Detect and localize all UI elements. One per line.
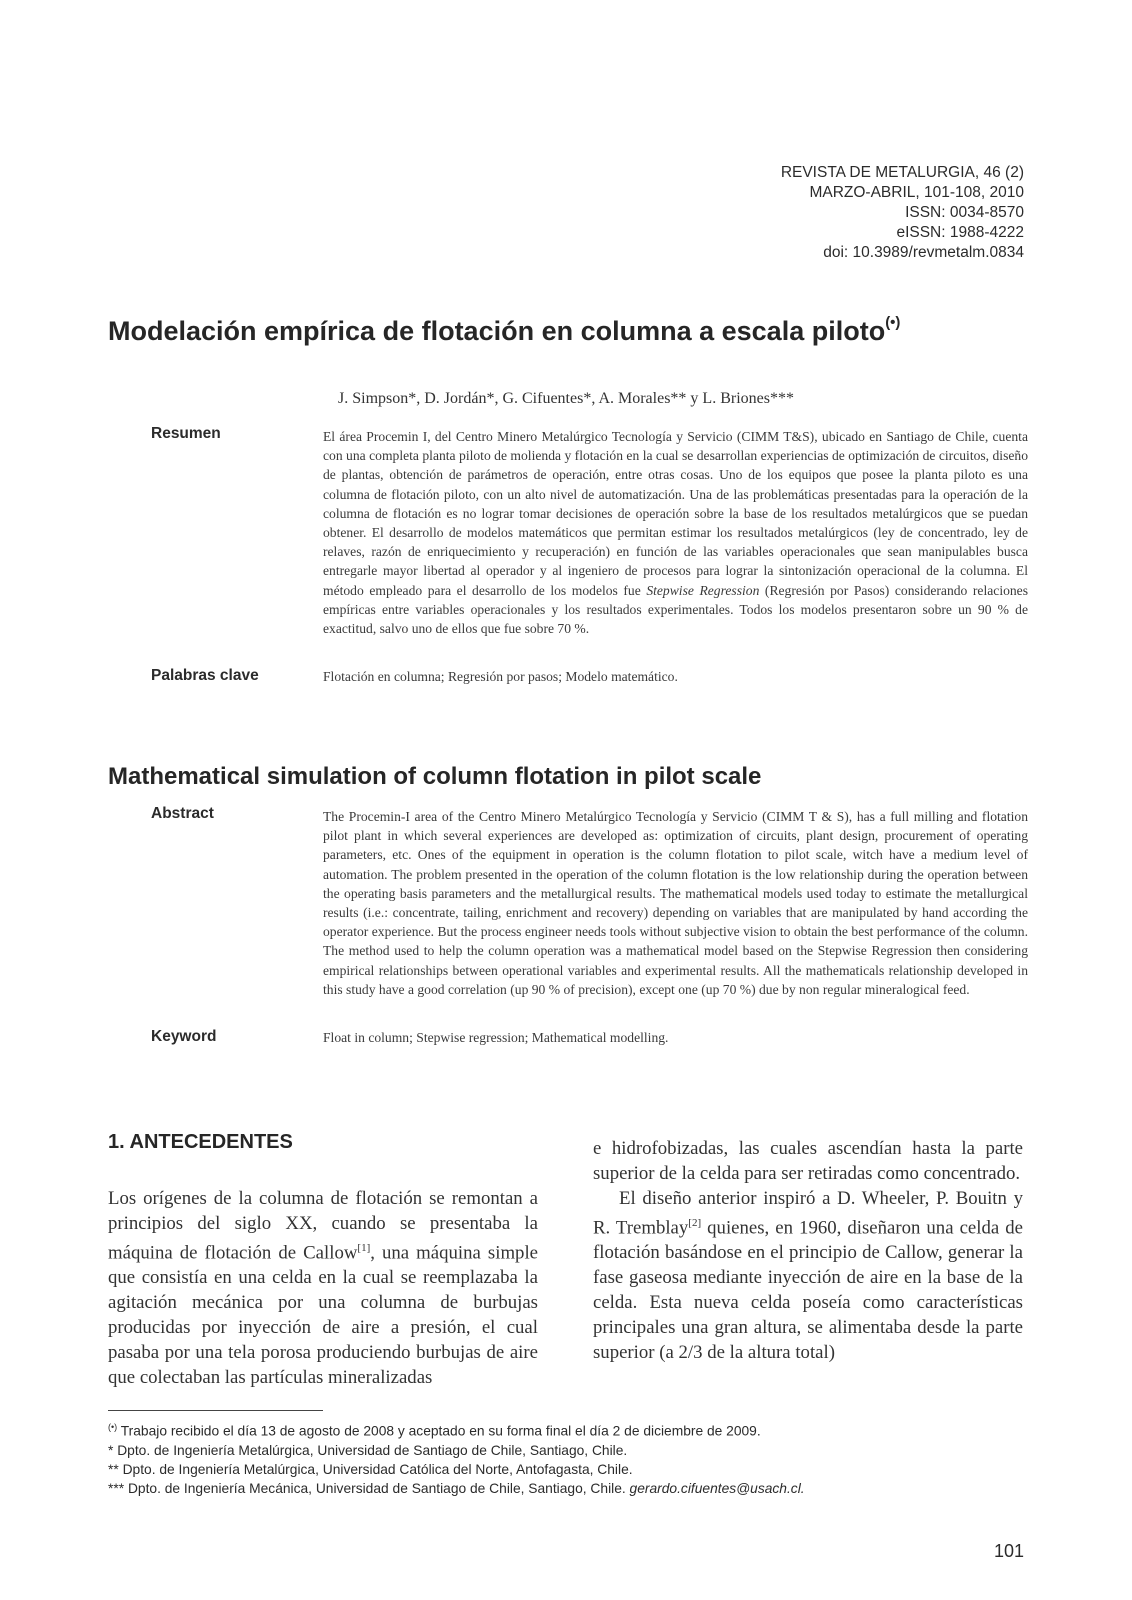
resumen-text bbox=[323, 427, 1028, 638]
footnote-divider bbox=[108, 1410, 323, 1411]
palabras-clave-label: Palabras clave bbox=[151, 667, 259, 684]
citation-ref: [2] bbox=[688, 1217, 702, 1229]
body-column-right bbox=[593, 1136, 1023, 1365]
section-heading: 1. ANTECEDENTES bbox=[108, 1131, 293, 1153]
footnote-received bbox=[108, 1418, 1038, 1441]
title-footnote-mark: (•) bbox=[885, 314, 901, 331]
body-paragraph bbox=[108, 1186, 538, 1390]
abstract-label: Abstract bbox=[151, 805, 214, 822]
body-text: , una máquina simple que consistía en una celda en la cual se reemplazaba la agitación mecánica por una columna de burbujas producidas por inyección de aire a presión, el cual pasaba por una tela porosa produciendo burbujas de aire que colectaban las partículas mineralizadas bbox=[108, 1242, 538, 1389]
body-text: quienes, en 1960, diseñaron una celda de flotación basándose en el principio de Callow, generar la fase gaseosa mediante inyección de aire en la base de la celda. Esta nueva celda poseía como características principales una gran altura, se alimentaba desde la parte superior (a 2/3 de la altura total) bbox=[593, 1217, 1023, 1364]
body-column-left bbox=[108, 1186, 538, 1390]
body-text: El diseño anterior inspiró a D. Wheeler, P. Bouitn y R. Tremblay bbox=[593, 1188, 1023, 1239]
citation-ref: [1] bbox=[357, 1242, 371, 1254]
footnote-text: *** Dpto. de Ingeniería Mecánica, Universidad de Santiago de Chile, Santiago, Chile. bbox=[108, 1481, 630, 1497]
journal-issn: ISSN: 0034-8570 bbox=[905, 204, 1024, 221]
journal-eissn: eISSN: 1988-4222 bbox=[896, 224, 1024, 241]
resumen-label: Resumen bbox=[151, 425, 221, 442]
footnote-affiliation-2: ** Dpto. de Ingeniería Metalúrgica, Universidad Católica del Norte, Antofagasta, Chile. bbox=[108, 1462, 633, 1477]
journal-name: REVISTA DE METALURGIA, 46 (2) bbox=[780, 164, 1024, 181]
footnote-affiliation-1: * Dpto. de Ingeniería Metalúrgica, Universidad de Santiago de Chile, Santiago, Chile. bbox=[108, 1442, 628, 1458]
keyword-text: Float in column; Stepwise regression; Mathematical modelling. bbox=[323, 1030, 669, 1045]
body-paragraph: e hidrofobizadas, las cuales ascendían hasta la parte superior de la celda para ser retiradas como concentrado. bbox=[593, 1138, 1023, 1184]
resumen-text-italic: Stepwise Regression bbox=[646, 582, 760, 598]
footnote-affiliation-3 bbox=[108, 1479, 1038, 1498]
resumen-text-b: (Regresión por Pasos) considerando relaciones empíricas entre variables operacionales y los resultados experimentales. Todos los modelos presentaron sobre un 90 % de exactitud, salvo uno de ellos que fue sobre 70 %. bbox=[323, 582, 1029, 637]
resumen-text-a: El área Procemin I, del Centro Minero Metalúrgico Tecnología y Servicio (CIMM T&S), ubicado en Santiago de Chile, cuenta con una completa planta piloto de molienda y flotación en la cual se desarrollan experiencias de optimización de circuitos, diseño de plantas, obtención de parámetros de operación, entre otras cosas. Uno de los equipos que posee la planta piloto es una columna de flotación piloto, con un alto nivel de automatización. Una de las problemáticas presentadas para la operación de la columna de flotación es no lograr tomar decisiones de operación sobre la base de los resultados metalúrgicos que se puedan obtener. El desarrollo de modelos matemáticos que permitan estimar los resultados metalúrgicos (ley de concentrado, ley de relaves, razón de enriquecimiento y recuperación) en función de las variables operacionales que sean manipulables busca entregarle mayor libertad al operador y al ingeniero de procesos para lograr la sintonización operacional de la columna. El método empleado para el desarrollo de los modelos fue bbox=[323, 429, 1028, 598]
journal-doi: doi: 10.3989/revmetalm.0834 bbox=[823, 244, 1024, 261]
keyword-label: Keyword bbox=[151, 1028, 217, 1045]
footnote-text: Trabajo recibido el día 13 de agosto de 2008 y aceptado en su forma final el día 2 de diciembre de 2009. bbox=[117, 1423, 761, 1439]
paper-title-text: Modelación empírica de flotación en columna a escala piloto bbox=[108, 316, 886, 346]
footnotes bbox=[108, 1418, 1038, 1498]
author-email: gerardo.cifuentes@usach.cl. bbox=[629, 1481, 805, 1497]
palabras-clave-text: Flotación en columna; Regresión por pasos; Modelo matemático. bbox=[323, 669, 678, 684]
body-text: Los orígenes de la columna de flotación se remontan a principios del siglo XX, cuando se presentaba la máquina de flotación de Callow bbox=[108, 1188, 538, 1264]
abstract-text: The Procemin-I area of the Centro Minero Metalúrgico Tecnología y Servicio (CIMM T & S), has a full milling and flotation pilot plant in which several experiences are developed as: optimization of circuits, plant design, procurement of operating parameters, etc. Ones of the equipment in operation is the column flotation to pilot scale, witch have a medium level of automation. The problem presented in the operation of the column flotation is the low relationship during the operation between the operating basis parameters and the metallurgical results. The mathematical models used today to estimate the metallurgical results (i.e.: concentrate, tailing, enrichment and recovery) depending on variables that are manipulated by hand according the operator experience. But the process engineer needs tools without subjective vision to obtain the best performance of the column. The method used to help the column operation was a mathematical model based on the Stepwise Regression then considering empirical relationships between operational variables and experimental results. All the mathematicals relationship developed in this study have a good correlation (up 90 % of precision), except one (up 70 %) due by non regular mineralogical feed. bbox=[323, 809, 1028, 997]
authors: J. Simpson*, D. Jordán*, G. Cifuentes*, A. Morales** y L. Briones*** bbox=[338, 390, 794, 407]
paper-title bbox=[108, 316, 1038, 347]
page-number: 101 bbox=[993, 1541, 1024, 1561]
body-paragraph bbox=[593, 1186, 1023, 1365]
journal-header bbox=[781, 163, 1024, 263]
english-title: Mathematical simulation of column flotation in pilot scale bbox=[108, 763, 762, 790]
journal-issue: MARZO-ABRIL, 101-108, 2010 bbox=[809, 184, 1024, 201]
footnote-mark: (•) bbox=[108, 1422, 118, 1432]
